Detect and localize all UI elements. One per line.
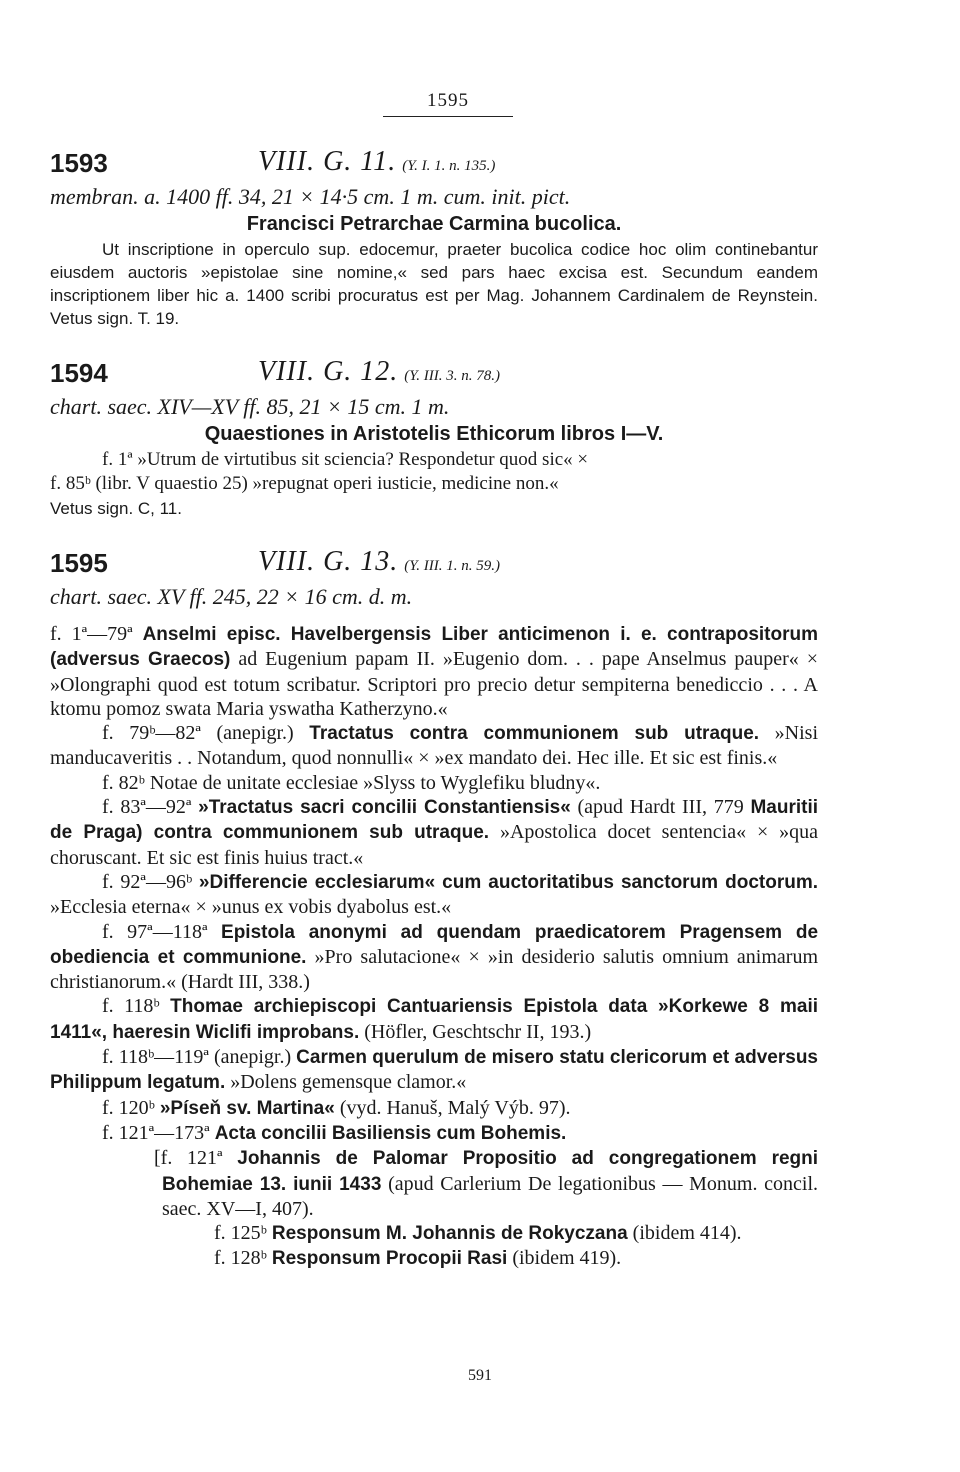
content-item [50,795,818,870]
content-item [50,1096,818,1121]
folio-range: f. 118ᵇ [102,995,160,1018]
item-title: Thomae archiepiscopi Cantuariensis Epistola data »Korkewe 8 maii 1411«, haeresin Wiclifi improbans. [50,996,818,1043]
item-title: Acta concilii Basiliensis cum Bohemis. [214,1122,567,1144]
explicit-line: f. 85ᵇ (libr. V quaestio 25) »repugnat operi iusticie, medicine non.« [50,473,559,495]
old-signature: (Y. I. 1. n. 135.) [402,158,496,174]
item-note: »Pro salutacione« × »in desiderio salutis omnium animarum christianorum.« (Hardt III, 338.) [50,945,818,994]
incipit-line: f. 1ª »Utrum de virtutibus sit sciencia? Respondetur quod sic« × [102,449,589,470]
shelfmark-text: VIII. G. 12. [258,356,399,387]
work-title: Francisci Petrarchae Carmina bucolica. [246,213,622,235]
folio-range: f. 1ª—79ª [50,623,133,645]
shelfmark-text: VIII. G. 11. [258,146,397,177]
item-title-continued: Mauritii de Praga) contra communionem sub utraque. [50,797,818,844]
folio-range: f. 120ᵇ [102,1096,155,1119]
item-title: »Differencie ecclesiarum« cum auctoritatibus sanctorum doctorum. [198,871,819,893]
folio-range: f. 83ª—92ª [102,796,192,819]
entry-header [50,358,818,392]
entry-body [50,448,818,520]
content-item [50,721,818,771]
entry-number: 1594 [50,358,108,388]
item-note: »Nisi manducaveritis . . Notandum, quod nonnulli« × »ex mandato dei. Hec ille. Et sic est finis.« [50,722,819,770]
item-note: »Ecclesia eterna« × »unus ex vobis dyabolus est.« [50,896,452,919]
running-head: 1595 [383,90,513,117]
sub-item [162,1246,818,1271]
folio-range: [f. 121ª [154,1147,223,1170]
shelfmark-text: VIII. G. 13. [258,546,399,577]
entry-1595 [50,548,818,1272]
item-note: »Dolens gemensque clamor.« [230,1071,467,1094]
item-title: »Píseň sv. Martina« [159,1097,335,1119]
item-title: Responsum Procopii Rasi [271,1248,508,1270]
entry-1593 [50,148,818,330]
item-note: (ibidem 419). [512,1247,622,1270]
physical-description: membran. a. 1400 ff. 34, 21 × 14·5 cm. 1 m. cum. init. pict. [50,184,571,209]
sub-item [154,1146,819,1221]
item-title: »Tractatus sacri concilii Constantiensis« [198,797,571,819]
content-item [50,1045,818,1096]
work-title: Quaestiones in Aristotelis Ethicorum libros I—V. [204,423,664,445]
shelfmark [258,146,495,178]
entry-note: Ut inscriptione in operculo sup. edocemur, praeter bucolica codice hoc olim continebantur eiusdem auctoris »epistolae sine nomine,« sed pars haec excisa est. Secundum eandem inscriptionem liber hic a. 1400 scribi procuratus est per Mag. Johannem Cardinalem de Reynstein. Vetus sign. T. 19. [50,240,818,328]
item-note-continued: »Apostolica docet sentencia« × »qua choruscant. Et sic est finis huius tract.« [50,821,818,869]
item-note: (Höfler, Geschtschr II, 193.) [364,1020,592,1043]
sub-item [162,1221,818,1246]
folio-range: f. 121ª—173ª [102,1121,210,1144]
shelfmark [258,356,500,388]
old-signature: (Y. III. 3. n. 78.) [404,368,500,384]
old-signature-line: Vetus sign. C, 11. [50,498,182,518]
entry-number: 1595 [50,548,108,578]
item-title: Anselmi episc. Havelbergensis Liber anticimenon i. e. contrapositorum (adversus Graecos) [50,624,819,671]
physical-description: chart. saec. XV ff. 245, 22 × 16 cm. d. m. [50,584,413,609]
folio-range: f. 82ᵇ [102,771,145,794]
item-note: ad Eugenium papam II. »Eugenio dom. . . pape Anselmus pauper« × »Olongraphi quod est totum scribatur. Scriptori pro precio detur sempiterna benediccio . . . A ktomu pomoz swata Maria yswatha Katherzyno.« [50,648,819,720]
shelfmark [258,546,500,578]
old-signature: (Y. III. 1. n. 59.) [404,558,500,574]
content-item [50,920,818,995]
content-item [50,771,818,795]
item-title: Tractatus contra communionem sub utraque. [309,723,760,745]
item-note: Notae de unitate ecclesiae »Slyss to Wyglefiku bludny«. [149,771,601,794]
entry-number: 1593 [50,148,108,178]
content-item [50,870,818,920]
item-note: (apud Carlerium De legationibus — Monum. concil. saec. XV—I, 407). [162,1172,818,1220]
folio-range: f. 97ª—118ª [102,920,208,943]
item-note: (apud Hardt III, 779 [577,796,744,819]
content-item [50,622,818,721]
folio-range: f. 118ᵇ—119ª (anepigr.) [102,1046,292,1069]
content-item [50,994,818,1045]
item-note: (vyd. Hanuš, Malý Výb. 97). [339,1096,571,1119]
entry-1594 [50,358,818,520]
physical-description: chart. saec. XIV—XV ff. 85, 21 × 15 cm. 1 m. [50,394,450,419]
item-note: (ibidem 414). [632,1222,742,1245]
item-title: Responsum M. Johannis de Rokyczana [271,1223,628,1245]
page-folio-number: 591 [468,1367,492,1384]
entry-header [50,548,818,582]
item-title: Johannis de Palomar Propositio ad congregationem regni Bohemiae 13. iunii 1433 [162,1148,819,1195]
folio-range: f. 79ᵇ—82ª (anepigr.) [102,722,294,745]
folio-range: f. 92ª—96ᵇ [102,870,193,893]
entry-header [50,148,818,182]
folio-range: f. 128ᵇ [214,1247,267,1270]
folio-range: f. 125ᵇ [214,1222,267,1245]
item-title: Carmen querulum de misero statu clericorum et adversus Philippum legatum. [50,1047,818,1094]
content-item [50,1121,818,1146]
item-title: Epistola anonymi ad quendam praedicatorem Pragensem de obediencia et communione. [50,921,819,968]
contents-list [50,622,818,1272]
